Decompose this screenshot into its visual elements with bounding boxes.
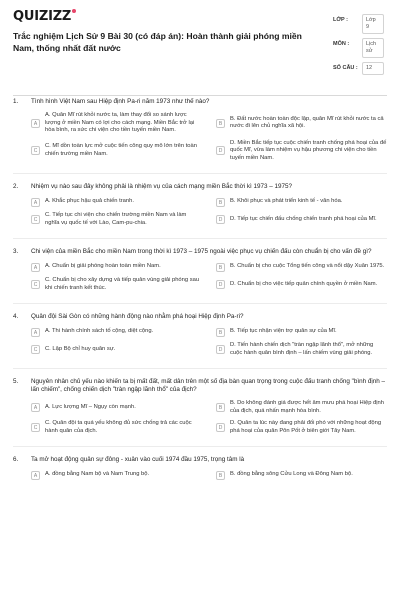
option-text: A. Chuẩn bị giải phóng hoàn toàn miền Nam. (45, 263, 161, 270)
option-d[interactable] (216, 342, 387, 357)
worksheet-header (0, 0, 400, 95)
question-divider (13, 303, 387, 304)
option-grid (13, 112, 387, 162)
question-text: Ta mở hoạt động quân sự đông - xuân vào cuối 1974 đầu 1975, trọng tâm là (31, 456, 245, 463)
question-prompt (13, 248, 387, 256)
meta-class-value: Lớp 9 (362, 14, 384, 34)
option-d[interactable] (216, 140, 387, 163)
option-letter-badge: B (216, 471, 225, 480)
meta-subject-label: MÔN : (333, 41, 350, 47)
meta-class (333, 14, 388, 38)
question-list (0, 98, 400, 491)
option-letter-badge: A (31, 198, 40, 207)
option-letter-badge: A (31, 471, 40, 480)
meta-count (333, 62, 388, 86)
question-number: 5. (13, 378, 19, 385)
question-text: Tình hình Việt Nam sau Hiệp định Pa-ri năm 1973 như thế nào? (31, 98, 210, 105)
option-d[interactable] (216, 212, 387, 227)
option-letter-badge: A (31, 403, 40, 412)
option-letter-badge: A (31, 263, 40, 272)
question-3 (13, 248, 387, 292)
meta-subject-value: Lịch sử (362, 38, 384, 58)
option-letter-badge: C (31, 146, 40, 155)
option-letter-badge: C (31, 345, 40, 354)
question-2 (13, 183, 387, 227)
quizizz-logo (13, 9, 76, 24)
option-text: D. Tiếp tục chiến đấu chống chiến tranh phá hoại của Mĩ. (230, 215, 377, 222)
option-b[interactable] (216, 470, 387, 480)
question-prompt (13, 456, 387, 464)
question-number: 1. (13, 98, 19, 105)
option-letter-badge: B (216, 119, 225, 128)
option-b[interactable] (216, 112, 387, 135)
question-number: 4. (13, 313, 19, 320)
option-text: B. Tiếp tục nhận viện trợ quân sự của Mĩ. (230, 328, 337, 335)
option-text: D. Quân ta lúc này đang phải đối phó với những hoạt động phá hoại của quân Pôn Pốt ở biên giới Tây Nam. (230, 420, 382, 434)
option-letter-badge: D (216, 423, 225, 432)
option-grid (13, 470, 387, 480)
question-divider (13, 446, 387, 447)
meta-box (333, 14, 388, 86)
option-b[interactable] (216, 400, 387, 415)
option-letter-badge: A (31, 328, 40, 337)
question-divider (13, 368, 387, 369)
option-letter-badge: C (31, 215, 40, 224)
option-text: A. Quân Mĩ rút khỏi nước ta, làm thay đổi so sánh lược lượng ở miền Nam có lợi cho cách mạng. Miền Bắc trở lại hòa bình, ra sức chi viện cho tiền tuyến miền Nam. (45, 112, 195, 133)
option-a[interactable] (31, 470, 202, 480)
option-text: B. Chuẩn bị cho cuộc Tổng tiến công và nổi dậy Xuân 1975. (230, 263, 385, 270)
option-b[interactable] (216, 262, 387, 272)
option-d[interactable] (216, 420, 387, 435)
option-text: C. Chuẩn bị cho xây dựng và tiếp quản vùng giải phóng sau khi chiến tranh kết thúc. (45, 277, 200, 291)
question-6 (13, 456, 387, 480)
option-b[interactable] (216, 327, 387, 337)
logo-dot-icon (72, 9, 76, 13)
option-a[interactable] (31, 262, 202, 272)
option-text: A. Khắc phục hậu quả chiến tranh. (45, 198, 134, 205)
option-text: A. Thi hành chính sách tố cộng, diệt cộng. (45, 328, 154, 335)
option-grid (13, 400, 387, 435)
option-c[interactable] (31, 140, 202, 163)
option-a[interactable] (31, 327, 202, 337)
option-text: C. Mĩ dồn toàn lực mở cuộc tiến công quy mô lớn trên toàn chiến trường miền Nam. (45, 143, 197, 157)
option-a[interactable] (31, 112, 202, 135)
option-letter-badge: D (216, 280, 225, 289)
question-divider (13, 173, 387, 174)
option-letter-badge: B (216, 263, 225, 272)
option-letter-badge: C (31, 423, 40, 432)
question-text: Nhiệm vụ nào sau đây không phải là nhiệm vụ của cách mạng miền Bắc thời kì 1973 – 1975? (31, 183, 293, 190)
meta-class-label: LỚP : (333, 17, 348, 23)
option-d[interactable] (216, 277, 387, 292)
option-a[interactable] (31, 400, 202, 415)
option-letter-badge: B (216, 403, 225, 412)
option-letter-badge: D (216, 146, 225, 155)
option-c[interactable] (31, 342, 202, 357)
option-grid (13, 262, 387, 292)
question-number: 3. (13, 248, 19, 255)
meta-subject (333, 38, 388, 62)
question-prompt (13, 378, 387, 394)
option-b[interactable] (216, 197, 387, 207)
option-c[interactable] (31, 212, 202, 227)
question-text: Nguyên nhân chủ yếu nào khiến ta bị mất đất, mất dân trên một số địa bàn quan trọng trong cuộc đấu tranh chống "bình định – lấn chiếm", chống chiến dịch "tràn ngập lãnh thổ" của địch? (31, 378, 386, 393)
option-text: D. Tiến hành chiến dịch "tràn ngập lãnh thổ", mở những cuộc hành quân bình định – lấn chiếm vùng giải phóng. (230, 342, 374, 356)
question-prompt (13, 313, 387, 321)
option-text: B. Do không đánh giá được hết âm mưu phá hoại Hiệp định của địch, quá nhấn mạnh hòa bình. (230, 400, 385, 414)
option-c[interactable] (31, 420, 202, 435)
question-divider (13, 238, 387, 239)
header-divider (13, 95, 387, 96)
worksheet-title: Trắc nghiệm Lịch Sử 9 Bài 30 (có đáp án): Hoàn thành giải phóng miền Nam, thống nhất đất nước (13, 31, 302, 53)
question-1 (13, 98, 387, 162)
option-c[interactable] (31, 277, 202, 292)
option-letter-badge: A (31, 119, 40, 128)
option-text: A. Lực lượng Mĩ – Ngụy còn mạnh. (45, 403, 136, 410)
option-grid (13, 327, 387, 357)
option-text: A. đồng bằng Nam bộ và Nam Trung bộ. (45, 471, 150, 478)
option-text: D. Chuẩn bị cho việc tiếp quản chính quyền ở miền Nam. (230, 280, 378, 287)
option-text: B. Đất nước hoàn toàn độc lập, quân Mĩ rút khỏi nước ta cả nước đi lên chủ nghĩa xã hội. (230, 115, 384, 130)
option-text: B. Khôi phục và phát triển kinh tế - văn hóa. (230, 198, 343, 205)
option-text: C. Quân đội ta quá yếu không đủ sức chống trả các cuộc hành quân của địch. (45, 420, 192, 434)
option-text: B. đồng bằng sông Cửu Long và Đông Nam bộ. (230, 471, 353, 478)
option-text: C. Tiếp tục chi viện cho chiến trường miền Nam và làm nghĩa vụ quốc tế với Lào, Cam-pu-chia. (45, 212, 187, 226)
question-number: 6. (13, 456, 19, 463)
option-letter-badge: D (216, 345, 225, 354)
meta-count-value: 12 (362, 62, 384, 75)
question-text: Chi viện của miền Bắc cho miền Nam trong thời kì 1973 – 1975 ngoài việc phục vụ chiến đấu còn chuẩn bị cho vấn đề gì? (31, 248, 372, 255)
option-grid (13, 197, 387, 227)
option-text: D. Miền Bắc tiếp tục cuộc chiến tranh chống phá hoại của đế quốc Mĩ, vừa làm nhiệm vụ hậu phương chi viện cho tiền tuyến miền Nam. (230, 139, 387, 161)
option-letter-badge: D (216, 215, 225, 224)
question-prompt (13, 183, 387, 191)
option-letter-badge: B (216, 328, 225, 337)
option-letter-badge: C (31, 280, 40, 289)
question-4 (13, 313, 387, 357)
question-prompt (13, 98, 387, 106)
question-number: 2. (13, 183, 19, 190)
option-text: C. Lập Bộ chỉ huy quân sự. (45, 345, 116, 352)
question-text: Quân đội Sài Gòn có những hành động nào nhằm phá hoại Hiệp định Pa-ri? (31, 313, 244, 320)
question-5 (13, 378, 387, 435)
option-a[interactable] (31, 197, 202, 207)
option-letter-badge: B (216, 198, 225, 207)
meta-count-label: SỐ CÂU : (333, 65, 358, 71)
logo-text: QUIZIZZ (13, 9, 72, 24)
